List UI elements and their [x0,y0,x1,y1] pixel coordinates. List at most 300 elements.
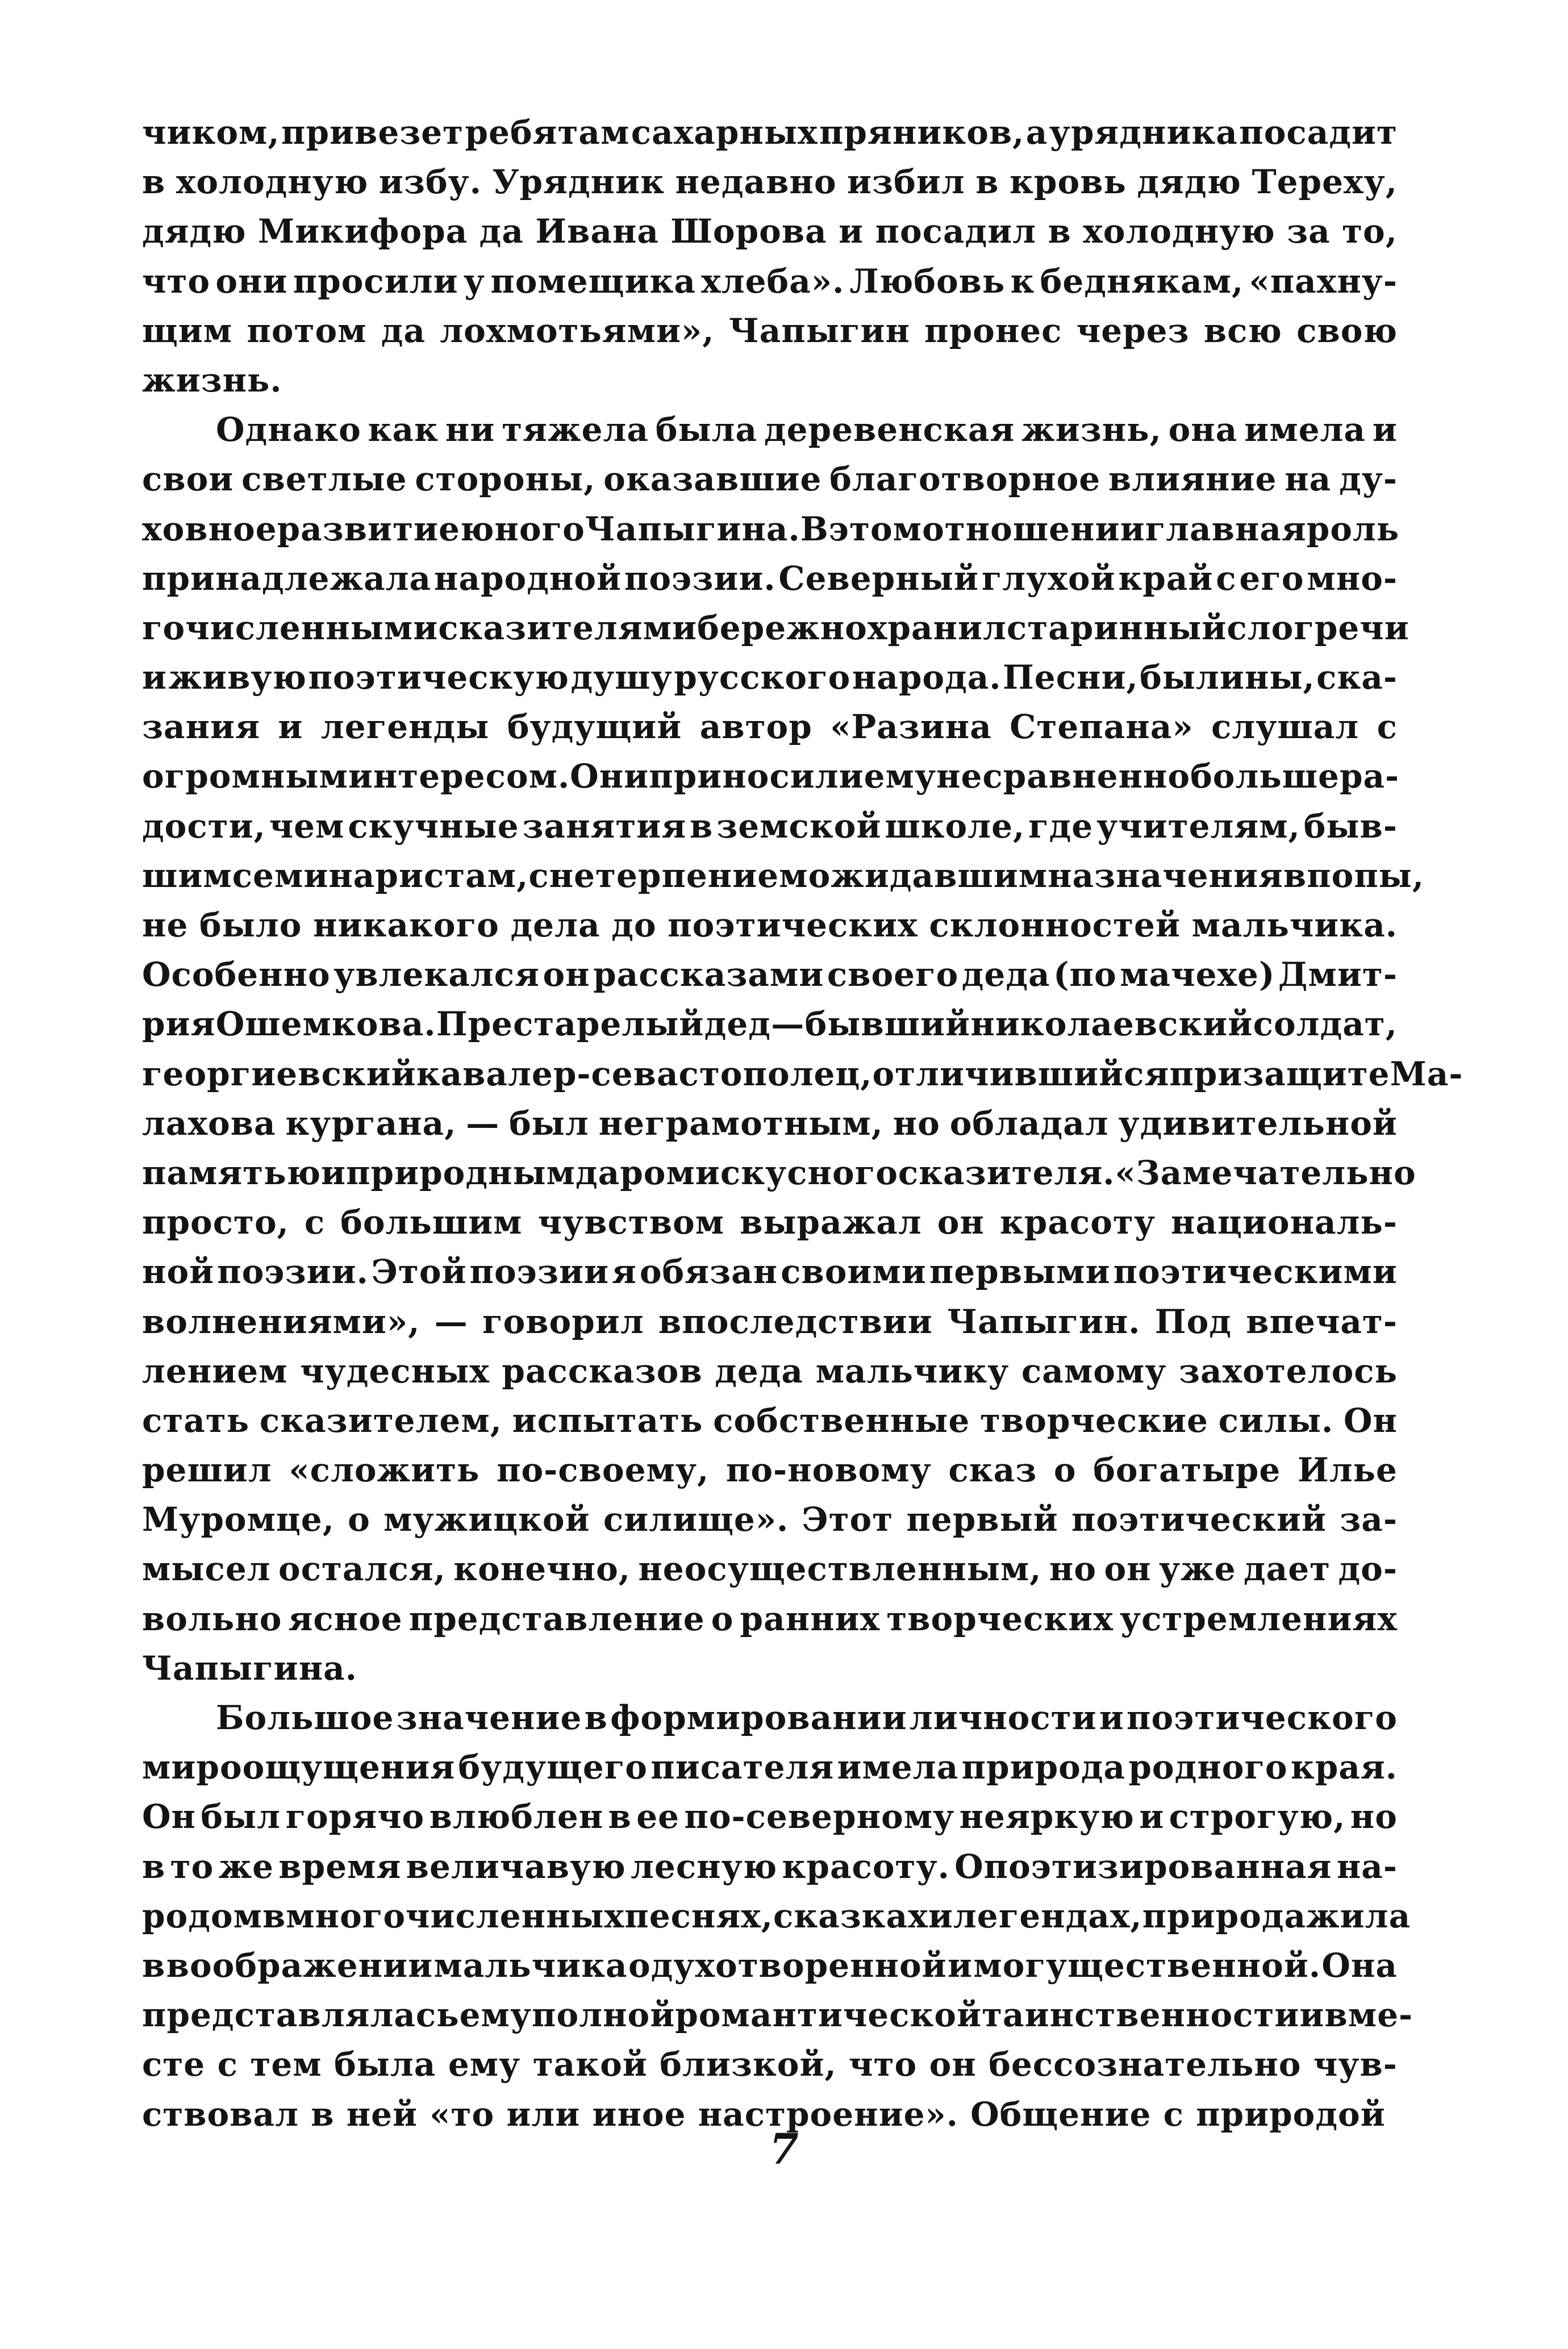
word: никакого [313,906,499,944]
word: стать [142,1401,250,1440]
word: по-северному [684,1797,955,1836]
word: ни [445,410,495,449]
word: ду- [1339,460,1398,499]
word: имела [837,1748,959,1787]
word: в [142,163,166,202]
word: отношении [922,509,1145,548]
word: и [142,658,168,697]
word: да [479,212,524,251]
word: В [800,509,829,548]
word: автор [699,707,812,747]
word: ее [636,1797,680,1836]
word: при [1169,1054,1243,1093]
text-line [142,1743,1398,1792]
text-line [142,1941,1398,1990]
word: Опоэтизированная [954,1847,1332,1886]
word: она [1168,410,1238,449]
word: что [142,261,211,301]
word: деда [961,955,1050,994]
word: уже [1158,1550,1236,1589]
word: одухотворенной [628,1946,947,1985]
word: кавалер-севастополец, [416,1054,873,1093]
text-line [142,802,1398,851]
word: этом [828,509,923,548]
word: за- [1340,1500,1398,1539]
word: он [929,2045,977,2084]
word: учителям, [1096,806,1300,846]
word: мно- [1307,559,1398,598]
word: но [893,1103,940,1143]
word: в [690,806,714,846]
word: Ма- [1390,1054,1463,1093]
text-line [142,1247,1398,1297]
page-number: 7 [769,2125,799,2174]
word: многочисленных [286,1896,625,1935]
word: — [466,1103,500,1143]
text-line [142,752,1398,801]
word: они [215,261,288,301]
word: зания [142,707,260,747]
text-line [142,1099,1398,1148]
word: свою [1296,311,1398,350]
word: вольно [142,1599,282,1638]
word: ему [448,2045,521,2084]
word: дела [510,906,600,944]
word: Илье [1297,1451,1398,1490]
word: в [584,1698,608,1737]
word: Тереху, [1252,163,1398,202]
word: тем [250,2045,322,2084]
word: остался, [278,1550,446,1589]
word: неяркую [959,1797,1135,1836]
word: лахова [142,1103,276,1143]
word: сказителем, [259,1401,502,1440]
word: хранил [867,608,1007,647]
text-line: ствовал в ней «то или иное настроение». Общение с природой [142,2094,1386,2134]
word: природа [961,1748,1126,1787]
word: представление [408,1599,705,1638]
word: занятия [522,806,687,846]
word: то [170,1847,214,1886]
word: недавно [675,163,837,202]
word: николаевский [970,1005,1253,1044]
word: поэзии [469,1252,610,1292]
word: в [975,163,999,202]
word: гочисленными [142,608,439,647]
word: Муромце, [142,1500,335,1539]
word: шим [142,856,232,895]
word: привезет [281,113,464,152]
word: собственные [713,1401,970,1440]
word: с [304,1203,326,1242]
word: речи [1314,608,1409,647]
word: в [608,1797,632,1836]
word: потом [247,311,367,350]
word: школе, [885,806,1025,846]
page-body [142,108,1463,2139]
word: Шорова [670,212,827,251]
word: мысел [142,1550,271,1589]
word: юного [460,509,585,548]
word: мальчика. [1191,906,1398,944]
word: Этот [802,1500,894,1539]
word: роль [1306,509,1400,548]
word: свои [142,460,234,499]
paragraph [142,108,1398,405]
word: жила [1306,1896,1411,1935]
word: семинаристам, [232,856,529,895]
word: тяжела [502,410,649,449]
text-line [142,1049,1463,1099]
word: холодную [176,163,369,202]
word: захотелось [1179,1351,1398,1390]
word: романтической [675,1996,982,2035]
word: края. [1290,1748,1398,1787]
word: больше [1190,757,1340,796]
word: мальчика [433,1946,628,1985]
word: Этой [371,1252,467,1292]
word: была [334,2045,436,2084]
word: Однако [216,410,361,449]
word: до- [1338,1550,1398,1589]
text-line [142,455,1398,504]
text-line [142,1347,1398,1396]
word: дядю [1137,163,1241,202]
text-line [142,1544,1398,1594]
word: ска- [1316,658,1398,697]
word: устремлениях [1120,1599,1398,1638]
word: первый [906,1500,1058,1539]
word: развитие [277,509,460,548]
text-line [142,1792,1398,1842]
word: георгиевский [142,1054,416,1093]
word: но [1049,1550,1097,1589]
text-line [142,1446,1398,1495]
word: природным [346,1153,576,1192]
word: с [217,2045,238,2084]
word: интересом. [348,757,570,796]
text-line [142,653,1398,702]
word: обязан [639,1252,778,1292]
word: глухой [981,559,1116,598]
word: писателя [650,1748,835,1787]
word: но [1350,1797,1398,1836]
word: такой [532,2045,648,2084]
text-line [142,1396,1398,1446]
word: ребятам [465,113,630,152]
text-line [142,950,1398,999]
word: деревенская [764,410,1015,449]
word: где [1028,806,1094,846]
word: стороны, [415,460,596,499]
word: скучные [348,806,519,846]
word: его [1239,559,1304,598]
word: деда [715,1351,804,1390]
word: Он [1343,1401,1398,1440]
word: нетерпением [549,856,808,895]
word: обладал [949,1103,1109,1143]
word: конечно, [453,1550,631,1589]
word: пряников, [819,113,1025,152]
word: даром [575,1153,695,1192]
word: ховное [142,509,277,548]
word: сказ [948,1451,1037,1490]
word: приносили [649,757,864,796]
word: склонностей [929,906,1181,944]
word: был [509,1103,589,1143]
word: самому [1021,1351,1167,1390]
word: на [1285,460,1332,499]
word: рия [142,1005,216,1044]
word: был [201,1797,281,1836]
word: он [937,1203,985,1242]
word: Чапыгин [728,311,910,350]
word: оказавшие [603,460,822,499]
word: впоследствии [658,1302,933,1341]
word: мужицкой [383,1500,590,1539]
word: щим [142,311,233,350]
word: таинственности [982,1996,1300,2035]
word: сахарных [631,113,818,152]
word: ожидавшим [808,856,1048,895]
text-line: Чапыгина. [142,1648,357,1688]
word: влияние [1108,460,1277,499]
word: светлые [241,460,407,499]
word: попы, [1307,856,1425,895]
word: выражал [740,1203,922,1242]
word: сказках [773,1896,928,1935]
word: с [528,856,549,895]
word: что [849,2045,918,2084]
word: дед [704,1005,771,1044]
text-line [142,306,1398,356]
word: говорил [482,1302,644,1341]
word: просили [293,261,458,301]
text-line [142,554,1398,603]
word: «Разина [830,707,992,747]
word: Он [142,1797,196,1836]
word: богатыре [1093,1451,1281,1490]
paragraph [142,1693,1413,2139]
word: в [142,1946,166,1985]
word: родного [1128,1748,1288,1787]
word: у [463,261,486,301]
word: Степана» [1010,707,1194,747]
word: мачехе) [1120,955,1275,994]
word: слушал [1211,707,1360,747]
word: жизнь, [1021,410,1162,449]
word: всю [1203,311,1282,350]
word: неграмотным, [598,1103,883,1143]
text-line [142,108,1398,157]
word: творческих [886,1599,1114,1638]
text-line [142,1148,1416,1198]
text-line [142,1693,1398,1743]
word: русского [674,658,851,697]
text-line [142,2040,1398,2089]
text-line [142,505,1398,554]
word: была [655,410,758,449]
word: и [948,1946,973,1985]
word: время [278,1847,402,1886]
word: решил [142,1451,272,1490]
word: своими [781,1252,927,1292]
word: памятью [142,1153,322,1192]
word: чиком, [142,113,280,152]
word: влюблен [429,1797,604,1836]
text-line [142,257,1398,306]
word: и [1099,1698,1124,1737]
word: хлеба». [701,261,845,301]
word: «пахну- [1249,261,1398,301]
text-line [142,157,1398,207]
word: — [434,1302,468,1341]
word: Дмит- [1278,955,1398,994]
text-line [142,999,1398,1049]
word: и [321,1153,347,1192]
word: о [711,1599,734,1638]
word: дает [1244,1550,1331,1589]
word: могущественной. [973,1946,1321,1985]
word: живую [168,658,307,697]
word: принадлежала [142,559,432,598]
word: по-своему, [497,1451,710,1490]
word: лесную [631,1847,778,1886]
word: испытать [512,1401,703,1440]
word: народной [433,559,622,598]
word: лением [142,1351,288,1390]
text-line: жизнь. [142,360,282,399]
word: Урядник [492,163,665,202]
word: родом [142,1896,262,1935]
word: было [199,906,302,944]
word: представлялась [142,1996,460,2035]
word: значение [396,1698,582,1737]
word: старинный [1006,608,1227,647]
word: Песни, [1003,658,1139,697]
word: ной [142,1252,215,1292]
word: большим [340,1203,523,1242]
word: имела [1244,410,1366,449]
word: просто, [142,1203,289,1242]
word: защите [1242,1054,1390,1093]
text-line [142,901,1398,950]
word: Она [1321,1946,1398,1985]
word: и [1299,1996,1325,2035]
word: Чапыгина. [585,509,800,548]
text-line [142,1892,1411,1941]
text-line [142,207,1398,256]
word: не [142,906,189,944]
word: то, [1342,212,1398,251]
word: Северный [778,559,979,598]
word: и [1372,410,1398,449]
word: своего [827,955,959,994]
text-line [142,1990,1413,2040]
word: удивительной [1118,1103,1398,1143]
word: кровь [1010,163,1127,202]
word: он [1104,1550,1152,1589]
word: поэзии. [624,559,776,598]
word: ему [459,1996,532,2035]
word: к [1010,261,1035,301]
word: Они [570,757,649,796]
word: я [612,1252,637,1292]
word: первыми [929,1252,1111,1292]
text-line [142,702,1398,752]
word: посадит [1239,113,1398,152]
word: ясное [288,1599,403,1638]
word: до [611,906,657,944]
word: впечат- [1246,1302,1398,1341]
word: лохмотьями», [440,311,715,350]
word: в [1283,856,1307,895]
text-line [142,1594,1398,1644]
word: а [1025,113,1048,152]
word: избил [847,163,965,202]
word: на- [1336,1847,1398,1886]
word: песнях, [624,1896,773,1935]
word: вме- [1324,1996,1413,2035]
text-line [142,1297,1398,1347]
word: с [1377,707,1398,747]
word: ему [864,757,937,796]
word: чув- [1313,2045,1398,2084]
word: Ивана [535,212,659,251]
word: (по [1053,955,1117,994]
word: рассказами [593,955,824,994]
text-line [142,1842,1398,1892]
word: бережно [697,608,868,647]
word: Микифора [258,212,468,251]
word: Особенно [142,955,331,994]
word: с [1216,559,1237,598]
word: по-новому [725,1451,932,1490]
word: бывший [804,1005,971,1044]
word: несравненно [936,757,1191,796]
word: неосуществленным, [638,1550,1042,1589]
word: Под [1154,1302,1232,1341]
word: в [142,1847,166,1886]
word: будущий [507,707,682,747]
word: поэтический [1071,1500,1327,1539]
word: былины, [1140,658,1315,697]
word: солдат, [1253,1005,1398,1044]
word: огромным [142,757,348,796]
word: чувством [537,1203,725,1242]
word: слог [1227,608,1315,647]
word: бессознательно [989,2045,1302,2084]
word: и [928,1896,953,1935]
word: благотворное [829,460,1101,499]
word: легенды [320,707,490,747]
word: силы. [1218,1401,1334,1440]
word: ранних [740,1599,881,1638]
word: чем [269,806,345,846]
word: и [1139,1797,1165,1836]
word: и [278,707,303,747]
word: волнениями», [142,1302,420,1341]
word: будущего [458,1748,648,1787]
word: дядю [142,212,247,251]
word: легендах, [953,1896,1142,1935]
word: земской [716,806,882,846]
word: поэтического [1127,1698,1398,1737]
word: главная [1145,509,1307,548]
word: поэтических [668,906,918,944]
word: рассказов [502,1351,703,1390]
word: отличившийся [872,1054,1170,1093]
